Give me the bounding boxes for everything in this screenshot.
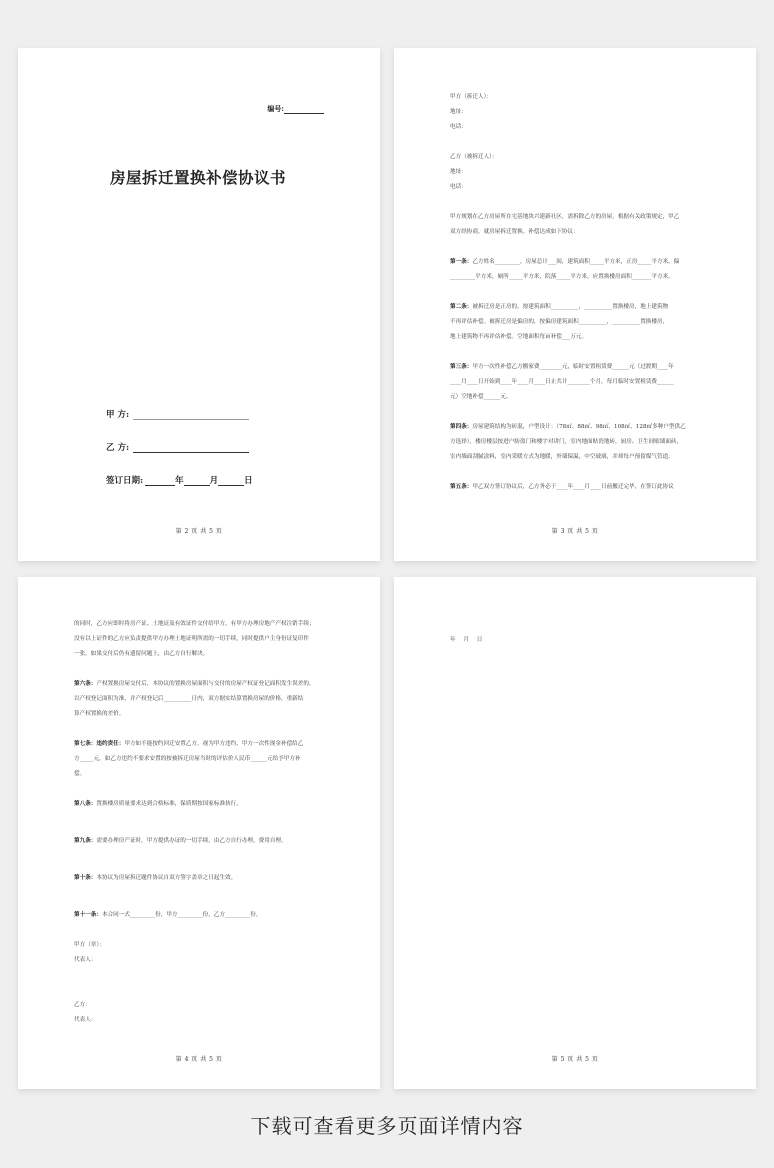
- article-label: 第十一条：: [74, 912, 102, 918]
- text-line: 置换楼房质量要求达到合格标准，保质期按国家标准执行。: [96, 801, 242, 807]
- article-label: 第一条：: [450, 259, 473, 265]
- article-label: 第二条：: [450, 304, 473, 310]
- page-footer: 第 3 页 共 5 页: [551, 528, 599, 535]
- article-label: 第七条：违约责任：: [74, 741, 125, 747]
- year-blank: [145, 476, 175, 486]
- text-line: ____月____日开始到____年____月____日止共计________个月，每月临时安置租赁费______: [450, 379, 674, 385]
- text-line: 算产权置换的差价。: [74, 711, 125, 717]
- party-a-label: 甲 方:: [106, 410, 130, 420]
- month-blank: [184, 476, 210, 486]
- document-page-5: [394, 577, 756, 1089]
- article-label: 第五条：: [450, 484, 473, 490]
- article-9: [74, 834, 336, 849]
- text-line: 以产权登记面积为准，并产权登记后__________日内，双方据实结算置换房屋的价格，重新结: [74, 696, 304, 702]
- sign-line: 代表人：: [74, 957, 97, 963]
- download-caption: 下载可查看更多页面详情内容: [250, 1114, 524, 1138]
- text-line: 室内墙面刮腻涂料，室内采暖方式为地暖，外墙保温，中空玻璃，并却每户预留煤气管道。: [450, 454, 674, 460]
- text-line: 甲乙双方签订协议后，乙方务必于____年____月____日前搬迁完毕，在签订此协议: [472, 484, 674, 490]
- serial-number: [267, 104, 324, 114]
- text-line: 房屋建筑结构为砖混，户型设计：（78㎡、88㎡、98㎡、108㎡、128㎡多种户型供乙: [472, 424, 686, 430]
- page-footer: 第 4 页 共 5 页: [175, 1056, 223, 1063]
- month-label: 月: [209, 476, 219, 486]
- page-body: [74, 617, 336, 1028]
- party-b-row: [106, 441, 249, 453]
- text-line: 地址：: [450, 109, 467, 115]
- year-label: 年: [175, 476, 184, 486]
- page-footer: 第 5 页 共 5 页: [551, 1056, 599, 1063]
- text-line: 的同时，乙方应即时将房产证、土地证及有效证件交付给甲方，有甲方办理房地产产权注销手续；: [74, 621, 315, 627]
- text-line: 一张。如果交付后仍有遗留问题上，由乙方自行解决。: [74, 651, 209, 657]
- article-3: [450, 360, 712, 375]
- document-page-4: [18, 577, 380, 1089]
- text-line: 被拆迁房是正房的，按建筑面积__________，__________置换楼房，地上建筑物: [472, 304, 669, 310]
- article-label: 第三条：: [450, 364, 473, 370]
- article-label: 第六条：: [74, 681, 97, 687]
- sign-line: 代表人：: [74, 1017, 97, 1023]
- text-line: 产权置换房屋交付后，本协议的置换房屋面积与交付的房屋产权证登记面积发生误差的，: [96, 681, 315, 687]
- article-5: [450, 480, 712, 495]
- page-body: [450, 90, 712, 495]
- text-line: 地上建筑物不再评估补偿。空地面积每亩补偿___万元。: [450, 334, 588, 340]
- article-1: [450, 255, 712, 270]
- article-6: [74, 677, 336, 692]
- text-line: 甲方规划在乙方房屋所在宅基地块兴建新社区，需拆除乙方的房屋，根据有关政策规定，甲乙: [450, 214, 680, 220]
- article-label: 第八条：: [74, 801, 97, 807]
- text-line: 地址：: [450, 169, 467, 175]
- party-a-line: [133, 410, 249, 420]
- article-label: 第十条：: [74, 875, 97, 881]
- text-line: 电话：: [450, 184, 467, 190]
- sign-date-label: 签订日期:: [106, 476, 144, 486]
- document-page-3: [394, 48, 756, 561]
- text-line: 双方经协商，就房屋拆迁置换、补偿达成如下协议：: [450, 229, 579, 235]
- article-8: [74, 797, 336, 812]
- text-line: 方_____元，如乙方违约不要求安置的按被拆迁房屋当时的评估价人民币______元给予甲方补: [74, 756, 301, 762]
- article-2: [450, 300, 712, 315]
- text-line: 需要办理房产证时，甲方提供办证的一切手续，由乙方自行办理，费用自理。: [96, 838, 287, 844]
- day-label: 日: [244, 476, 253, 486]
- article-10: [74, 871, 336, 886]
- text-line: 方选择），楼房楼层按进户防盗门和楼宇对讲门，室内地面贴瓷地砖，厨房、卫生间贴墙面砖，: [450, 439, 683, 445]
- text-line: 乙方（被拆迁人）：: [450, 154, 498, 160]
- party-a-row: [106, 408, 249, 420]
- day-blank: [218, 476, 244, 486]
- sign-line: 甲方（章）：: [74, 942, 105, 948]
- sign-date-row: [106, 474, 253, 486]
- article-11: [74, 908, 336, 923]
- article-label: 第四条：: [450, 424, 473, 430]
- text-line: 甲方（拆迁人）：: [450, 94, 492, 100]
- document-title: 房屋拆迁置换补偿协议书: [110, 168, 287, 187]
- text-line: 没有以上证件的乙方应负责提供甲方办理土地证明所需的一切手续，同时提供户主身份证复印件: [74, 636, 309, 642]
- text-line: 甲方一次性补偿乙方搬家费________元，临时安置租赁费______元（过渡期____年: [472, 364, 674, 370]
- text-line: 偿。: [74, 771, 86, 777]
- text-line: 甲方如不能按约回迁安置乙方，视为甲方违约，甲方一次性现金补偿给乙: [124, 741, 304, 747]
- party-b-line: [133, 443, 249, 453]
- text-line: 本合同一式_________份，甲方_________份，乙方_________份。: [101, 912, 262, 918]
- page-body: [450, 633, 712, 648]
- serial-blank: [284, 106, 324, 114]
- document-page-cover: [18, 48, 380, 561]
- text-line: 元）空地补偿______元。: [450, 394, 512, 400]
- text-line: 不再评估补偿。被拆迁房是偏房的，按偏房建筑面积__________，__________置换楼房，: [450, 319, 669, 325]
- article-7: [74, 737, 336, 752]
- article-label: 第九条：: [74, 838, 97, 844]
- date-line: 年 月 日: [450, 637, 483, 643]
- text-line: _________平方米，厕所_____平方米，院落_____平方米，应置换楼房面积_______平方米。: [450, 274, 674, 280]
- text-line: 电话：: [450, 124, 467, 130]
- party-b-label: 乙 方:: [106, 443, 130, 453]
- text-line: 乙方姓名_________，房屋总计___间，建筑面积_____平方米，正房_____平方米，偏: [472, 259, 680, 265]
- sign-line: 乙方：: [74, 1002, 91, 1008]
- serial-label: 编号:: [267, 104, 284, 113]
- text-line: 本协议为房屋拆迁题件协议自双方签字盖章之日起生效。: [96, 875, 237, 881]
- article-4: [450, 420, 712, 435]
- page-footer: 第 2 页 共 5 页: [175, 528, 223, 535]
